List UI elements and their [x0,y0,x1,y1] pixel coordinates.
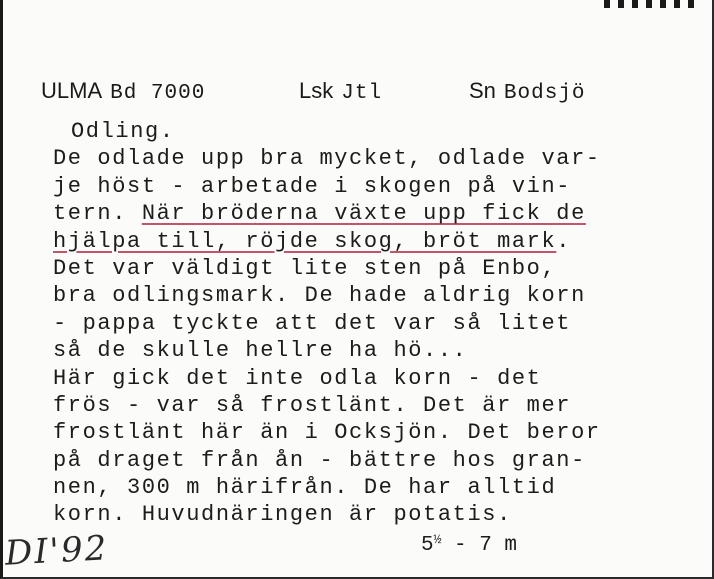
text-line-content: frostlänt här än i Ocksjön. Det beror [53,420,601,446]
ulma-field [41,78,205,105]
text-line-prefix: tern. [53,201,142,227]
text-line [53,501,601,528]
text-line [53,310,601,337]
text-line [53,474,601,501]
text-line-content: je höst - arbetade i skogen på vin- [53,173,572,199]
handwritten-archive-mark: DI'92 [4,528,110,574]
text-line [53,228,601,255]
sn-value: Bodsjö [503,82,586,105]
text-line [53,118,601,145]
lsk-label: Lsk [299,78,334,103]
text-line [53,337,601,364]
text-line-content: bra odlingsmark. De hade aldrig korn [53,283,586,309]
depth-measure [421,534,517,557]
measure-fraction: ½ [433,532,442,547]
measure-rest: - 7 m [441,534,518,557]
text-line [53,392,601,419]
scan-edge-marks [604,0,694,8]
measure-whole: 5 [421,534,434,557]
text-line-suffix: . [556,228,572,254]
text-line-content: frös - var så frostlänt. Det är mer [53,392,572,418]
text-line-content: så de skulle hellre ha hö... [53,338,468,364]
text-line-content: korn. Huvudnäringen är potatis. [53,502,512,528]
text-line [53,365,601,392]
text-line-content: De odlade upp bra mycket, odlade var- [53,146,601,172]
text-line-content: - pappa tyckte att det var så litet [53,310,572,336]
text-line-content: nen, 300 m härifrån. De har alltid [53,475,557,501]
card-header [3,78,714,114]
underlined-passage: hjälpa till, röjde skog, bröt mark [53,228,557,254]
text-line-content: Odling. [71,119,175,144]
ulma-label: ULMA [41,78,103,103]
text-line [53,447,601,474]
lsk-value: Jtl [341,82,383,105]
text-line [53,173,601,200]
text-line [53,282,601,309]
text-line [53,145,601,172]
card-body-text [53,118,601,529]
text-line [53,419,601,446]
sn-field [469,78,586,105]
text-line [53,255,601,282]
text-line-content: Det var väldigt lite sten på Enbo, [53,255,557,281]
underlined-passage: När bröderna växte upp fick de [141,201,586,227]
sn-label: Sn [469,78,496,103]
text-line-content: på draget från ån - bättre hos gran- [53,447,586,473]
ulma-value: Bd 7000 [110,82,206,105]
text-line-content: Här gick det inte odla korn - det [53,365,542,391]
text-line [53,200,601,227]
lsk-field [299,78,382,105]
